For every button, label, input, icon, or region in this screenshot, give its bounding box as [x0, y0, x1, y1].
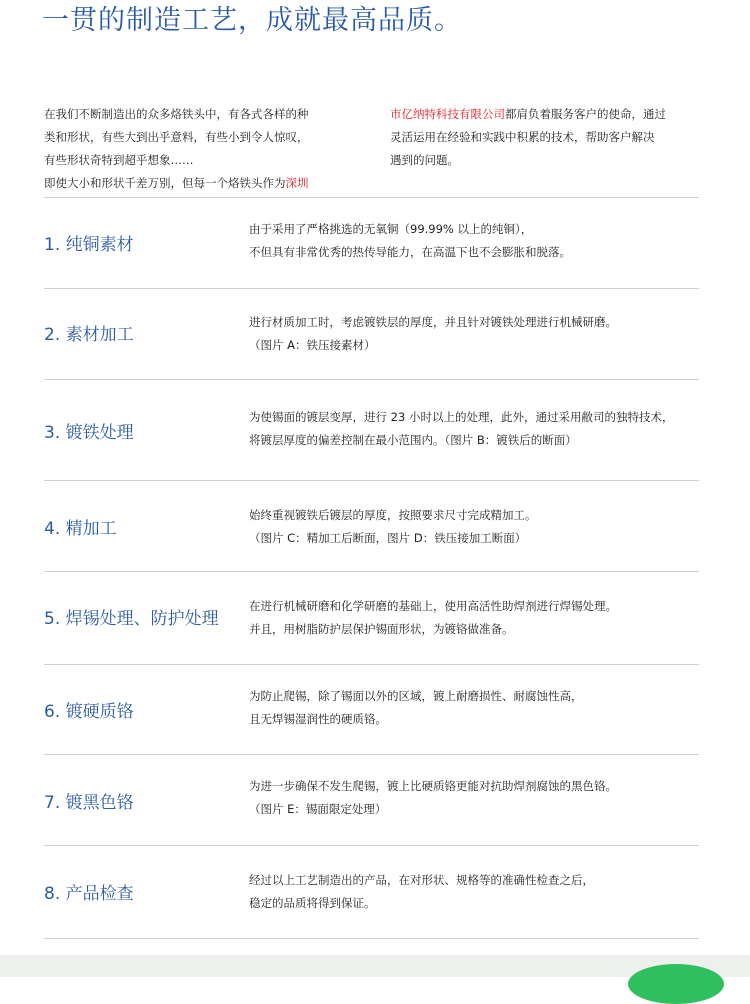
process-step-1 [44, 198, 699, 288]
intro-left-line: 即使大小和形状千差万别，但每一个烙铁头作为 [44, 176, 286, 190]
step-description [249, 775, 617, 821]
step-desc-line: 并且，用树脂防护层保护锡面形状，为镀铬做准备。 [249, 622, 514, 636]
step-description [249, 869, 594, 915]
step-description [249, 406, 673, 452]
floating-action-button[interactable] [628, 964, 724, 1004]
step-description [249, 218, 571, 264]
process-step-3 [44, 380, 699, 480]
intro-right-line: 都肩负着服务客户的使命，通过 [505, 107, 666, 121]
step-desc-line: 由于采用了严格挑选的无氧铜（99.99% 以上的纯铜）， [249, 222, 533, 236]
step-desc-line: （图片 C：精加工后断面，图片 D：铁压接加工断面） [249, 531, 527, 545]
company-name-highlight: 市亿纳特科技有限公司 [390, 107, 505, 121]
intro-left-paragraph [44, 103, 364, 195]
step-desc-line: 将镀层厚度的偏差控制在最小范围内。（图片 B：镀铁后的断面） [249, 433, 577, 447]
intro-right-line: 遇到的问题。 [390, 153, 459, 167]
step-desc-line: 为防止爬锡，除了锡面以外的区域，镀上耐磨损性、耐腐蚀性高， [249, 689, 583, 703]
process-step-2 [44, 289, 699, 379]
step-desc-line: 且无焊锡湿润性的硬质铬。 [249, 712, 387, 726]
divider [44, 938, 699, 939]
intro-right-line-first [390, 103, 710, 126]
intro-left-line: 在我们不断制造出的众多烙铁头中，有各式各样的种 [44, 107, 309, 121]
step-desc-line: 经过以上工艺制造出的产品，在对形状、规格等的准确性检查之后， [249, 873, 594, 887]
intro-left-line-last [44, 172, 364, 195]
step-desc-line: 稳定的品质将得到保证。 [249, 896, 376, 910]
intro-left-line: 有些形状奇特到超乎想象…… [44, 153, 194, 167]
step-desc-line: （图片 E：锡面限定处理） [249, 802, 387, 816]
step-description [249, 595, 617, 641]
process-step-5 [44, 572, 699, 664]
step-desc-line: 在进行机械研磨和化学研磨的基础上，使用高活性助焊剂进行焊锡处理。 [249, 599, 617, 613]
process-step-4 [44, 481, 699, 571]
step-title: 8. 产品检查 [44, 884, 134, 904]
page-title: 一贯的制造工艺，成就最高品质。 [42, 5, 462, 36]
step-description [249, 311, 617, 357]
process-step-7 [44, 755, 699, 845]
intro-right-line: 灵活运用在经验和实践中积累的技术，帮助客户解决 [390, 130, 655, 144]
step-description [249, 685, 583, 731]
step-desc-line: 始终重视镀铁后镀层的厚度，按照要求尺寸完成精加工。 [249, 508, 537, 522]
process-step-6 [44, 665, 699, 754]
step-desc-line: 进行材质加工时，考虑镀铁层的厚度，并且针对镀铁处理进行机械研磨。 [249, 315, 617, 329]
city-highlight: 深圳 [285, 176, 309, 190]
step-title: 4. 精加工 [44, 519, 117, 539]
process-step-8 [44, 846, 699, 938]
step-title: 1. 纯铜素材 [44, 235, 134, 255]
step-desc-line: 为进一步确保不发生爬锡，镀上比硬质铬更能对抗助焊剂腐蚀的黑色铬。 [249, 779, 617, 793]
step-title: 5. 焊锡处理、防护处理 [44, 609, 219, 629]
intro-right-paragraph [390, 103, 710, 172]
step-desc-line: 为使锡面的镀层变厚，进行 23 小时以上的处理，此外，通过采用敝司的独特技术， [249, 410, 674, 424]
intro-left-line: 类和形状，有些大到出乎意料，有些小到令人惊叹， [44, 130, 309, 144]
step-description [249, 504, 537, 550]
step-title: 3. 镀铁处理 [44, 423, 134, 443]
step-desc-line: （图片 A：铁压接素材） [249, 338, 376, 352]
step-title: 7. 镀黑色铬 [44, 793, 134, 813]
step-title: 6. 镀硬质铬 [44, 702, 134, 722]
step-title: 2. 素材加工 [44, 325, 134, 345]
step-desc-line: 不但具有非常优秀的热传导能力，在高温下也不会膨胀和脱落。 [249, 245, 571, 259]
